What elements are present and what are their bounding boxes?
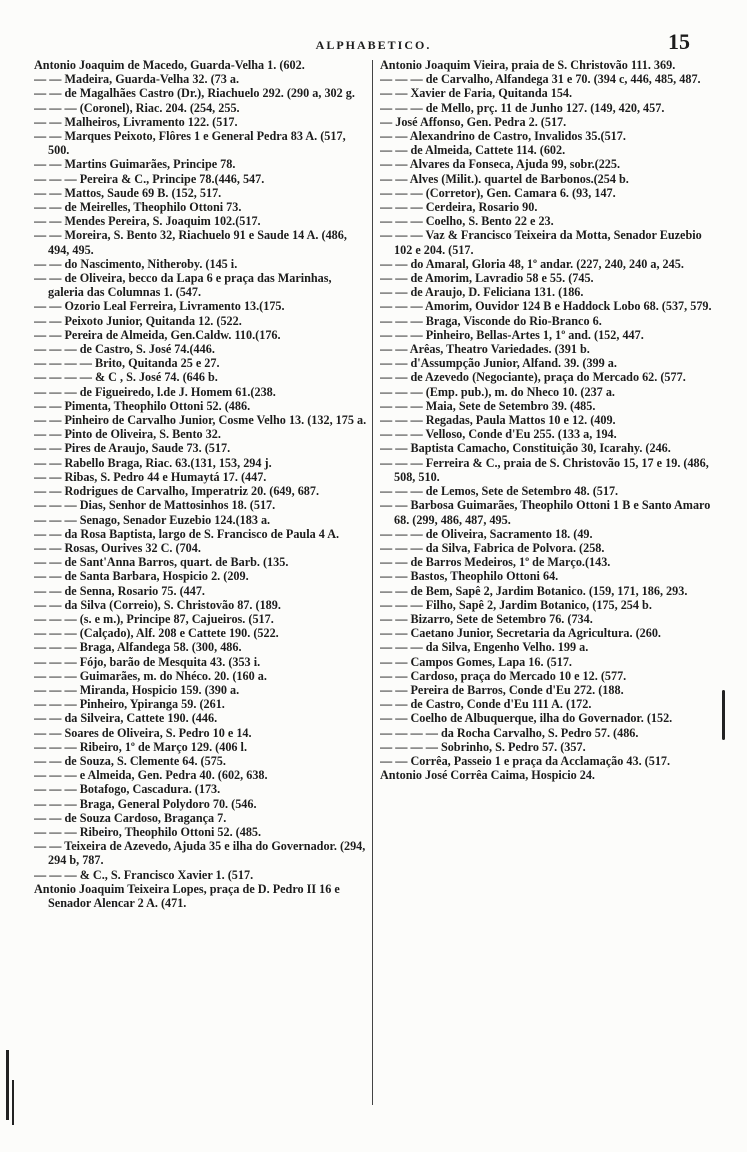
directory-entry: — — — de Carvalho, Alfandega 31 e 70. (394 c, 446, 485, 487. (380, 72, 701, 87)
directory-entry: — — — Senago, Senador Euzebio 124.(183 a. (34, 512, 271, 527)
directory-entry: — — — Botafogo, Cascadura. (173. (34, 782, 221, 797)
directory-entry: — — Alves (Milit.). quartel de Barbonos.(254 b. (380, 171, 629, 186)
directory-entry: — — de Amorim, Lavradio 58 e 55. (745. (380, 271, 594, 286)
directory-entry: — — do Nascimento, Nitheroby. (145 i. (34, 256, 238, 271)
directory-entry: — — Malheiros, Livramento 122. (517. (34, 114, 238, 129)
directory-entry: — — — — Sobrinho, S. Pedro 57. (357. (380, 739, 586, 754)
directory-entry: — — — Braga, General Polydoro 70. (546. (34, 796, 257, 811)
directory-entry: — — Arêas, Theatro Variedades. (391 b. (380, 342, 590, 357)
directory-entry: — — de Araujo, D. Feliciana 131. (186. (380, 285, 584, 300)
directory-entry: — — Mattos, Saude 69 B. (152, 517. (34, 185, 222, 200)
directory-entry: — — de Magalhães Castro (Dr.), Riachuelo 292. (290 a, 302 g. (34, 86, 355, 101)
directory-entry: — — Pimenta, Theophilo Ottoni 52. (486. (34, 398, 251, 413)
directory-entry: — — — e Almeida, Gen. Pedra 40. (602, 638. (34, 768, 268, 783)
binding-edge-mark (12, 1080, 14, 1125)
directory-entry: — — Ribas, S. Pedro 44 e Humaytá 17. (447. (34, 469, 267, 484)
directory-entry: — — Pires de Araujo, Saude 73. (517. (34, 441, 231, 456)
directory-entry: — — Pinto de Oliveira, S. Bento 32. (34, 427, 221, 442)
directory-entry: — — Peixoto Junior, Quitanda 12. (522. (34, 313, 242, 328)
directory-entry: — — d'Assumpção Junior, Alfand. 39. (399 a. (380, 356, 617, 371)
directory-entry: — — — Guimarães, m. do Nhéco. 20. (160 a. (34, 668, 267, 683)
directory-entry: — — — Fójo, barão de Mesquita 43. (353 i. (34, 654, 261, 669)
directory-entry: — — — Pinheiro, Ypiranga 59. (261. (34, 697, 225, 712)
directory-entry: — — Marques Peixoto, Flôres 1 e General Pedra 83 A. (517, 500. (34, 129, 346, 158)
directory-entry: — — de Barros Medeiros, 1º de Março.(143. (380, 555, 611, 570)
directory-entry: — — — Pinheiro, Bellas-Artes 1, 1º and. (152, 447. (380, 327, 644, 342)
directory-entry: — — Ozorio Leal Ferreira, Livramento 13.(175. (34, 299, 285, 314)
directory-entry: — — — Ribeiro, Theophilo Ottoni 52. (485. (34, 824, 262, 839)
directory-entry: — — Campos Gomes, Lapa 16. (517. (380, 654, 572, 669)
column-divider (372, 60, 373, 1105)
directory-entry: — — — de Lemos, Sete de Setembro 48. (517. (380, 484, 619, 499)
directory-entry: — — Rosas, Ourives 32 C. (704. (34, 540, 201, 555)
running-head: ALPHABETICO. (315, 38, 432, 52)
directory-entry: — — — Miranda, Hospicio 159. (390 a. (34, 682, 240, 697)
directory-entry: — — de Souza Cardoso, Bragança 7. (34, 810, 227, 825)
page-number: 15 (668, 29, 690, 54)
directory-entry: — — Barbosa Guimarães, Theophilo Ottoni 1 B e Santo Amaro 68. (299, 486, 487, 495. (380, 498, 711, 527)
directory-entry: — — Mendes Pereira, S. Joaquim 102.(517. (34, 214, 261, 229)
directory-entry: Antonio Joaquim de Macedo, Guarda-Velha 1. (602. (34, 58, 305, 72)
directory-entry: — — — Coelho, S. Bento 22 e 23. (380, 214, 554, 229)
directory-entry: — — do Amaral, Gloria 48, 1º andar. (227, 240, 240 a, 245. (380, 256, 684, 271)
directory-entry: — — Xavier de Faria, Quitanda 154. (380, 86, 573, 101)
directory-entry: — — Bastos, Theophilo Ottoni 64. (380, 569, 559, 584)
directory-entry: — — — — da Rocha Carvalho, S. Pedro 57. (486. (380, 725, 639, 740)
directory-entry: — — — da Silva, Fabrica de Polvora. (258. (380, 540, 605, 555)
directory-entry: — — de Meirelles, Theophilo Ottoni 73. (34, 200, 242, 215)
left-column (34, 58, 368, 910)
directory-entry: — — Pinheiro de Carvalho Junior, Cosme Velho 13. (132, 175 a. (34, 413, 367, 428)
directory-entry: — — Coelho de Albuquerque, ilha do Governador. (152. (380, 711, 673, 726)
directory-entry: — — — de Oliveira, Sacramento 18. (49. (380, 526, 593, 541)
directory-entry: — — — Amorim, Ouvidor 124 B e Haddock Lobo 68. (537, 579. (380, 299, 712, 314)
directory-entry: — — Rodrigues de Carvalho, Imperatriz 20. (649, 687. (34, 484, 320, 499)
directory-entry: — — — — & C , S. José 74. (646 b. (34, 370, 218, 385)
directory-entry: — — Baptista Camacho, Constituição 30, Icarahy. (246. (380, 441, 671, 456)
directory-entry: — — — Maia, Sete de Setembro 39. (485. (380, 398, 596, 413)
directory-entry: — — — (s. e m.), Principe 87, Cajueiros. (517. (34, 611, 274, 626)
directory-entry: — — — Vaz & Francisco Teixeira da Motta, Senador Euzebio 102 e 204. (517. (380, 228, 702, 257)
directory-entry: — — Cardoso, praça do Mercado 10 e 12. (577. (380, 668, 627, 683)
directory-entry: Antonio Joaquim Teixeira Lopes, praça de D. Pedro II 16 e Senador Alencar 2 A. (471. (34, 881, 340, 910)
directory-entry: — — de Senna, Rosario 75. (447. (34, 583, 205, 598)
directory-entry: — — — Regadas, Paula Mattos 10 e 12. (409. (380, 413, 616, 428)
right-column (380, 58, 714, 782)
directory-entry: — — — Braga, Visconde do Rio-Branco 6. (380, 313, 602, 328)
directory-entry: — — — da Silva, Engenho Velho. 199 a. (380, 640, 589, 655)
binding-edge-mark (6, 1050, 9, 1120)
directory-entry: — — — Ribeiro, 1º de Março 129. (406 l. (34, 739, 247, 754)
directory-entry: — — de Souza, S. Clemente 64. (575. (34, 753, 226, 768)
directory-entry: — — — Pereira & C., Principe 78.(446, 547. (34, 171, 265, 186)
directory-entry: — — — Cerdeira, Rosario 90. (380, 200, 538, 215)
directory-entry: — — — Dias, Senhor de Mattosinhos 18. (517. (34, 498, 276, 513)
directory-entry: — — Pereira de Barros, Conde d'Eu 272. (188. (380, 682, 624, 697)
directory-entry: — — — (Corretor), Gen. Camara 6. (93, 147. (380, 185, 616, 200)
directory-entry: — — Madeira, Guarda-Velha 32. (73 a. (34, 72, 240, 87)
directory-entry: — — da Silveira, Cattete 190. (446. (34, 711, 218, 726)
directory-entry: — — Alvares da Fonseca, Ajuda 99, sobr.(225. (380, 157, 621, 172)
directory-entry: — — de Oliveira, becco da Lapa 6 e praça das Marinhas, galeria das Columnas 1. (547. (34, 271, 332, 300)
directory-entry: — — Soares de Oliveira, S. Pedro 10 e 14. (34, 725, 252, 740)
directory-entry: — — de Sant'Anna Barros, quart. de Barb. (135. (34, 555, 289, 570)
directory-entry: — — — Filho, Sapê 2, Jardim Botanico, (175, 254 b. (380, 597, 652, 612)
directory-entry: — — — de Castro, S. José 74.(446. (34, 342, 215, 357)
directory-entry: — — da Rosa Baptista, largo de S. Francisco de Paula 4 A. (34, 526, 340, 541)
directory-entry: — — — de Mello, prç. 11 de Junho 127. (149, 420, 457. (380, 100, 665, 115)
directory-entry: — — — — Brito, Quitanda 25 e 27. (34, 356, 220, 371)
directory-entry: — — — Velloso, Conde d'Eu 255. (133 a, 194. (380, 427, 617, 442)
directory-entry: — — — (Calçado), Alf. 208 e Cattete 190. (522. (34, 626, 279, 641)
directory-entry: — — de Azevedo (Negociante), praça do Mercado 62. (577. (380, 370, 686, 385)
directory-entry: — — Caetano Junior, Secretaria da Agricultura. (260. (380, 626, 661, 641)
directory-entry: — — de Bem, Sapê 2, Jardim Botanico. (159, 171, 186, 293. (380, 583, 688, 598)
directory-entry: — — Alexandrino de Castro, Invalidos 35.(517. (380, 129, 626, 144)
margin-bracket-mark (722, 690, 725, 740)
directory-entry: — — — Braga, Alfandega 58. (300, 486. (34, 640, 242, 655)
directory-entry: — — da Silva (Correio), S. Christovão 87. (189. (34, 597, 281, 612)
directory-entry: — — de Santa Barbara, Hospicio 2. (209. (34, 569, 249, 584)
directory-entry: — — de Almeida, Cattete 114. (602. (380, 143, 566, 158)
directory-entry: — — Bizarro, Sete de Setembro 76. (734. (380, 611, 593, 626)
directory-entry: — — Rabello Braga, Riac. 63.(131, 153, 294 j. (34, 455, 272, 470)
directory-entry: — José Affonso, Gen. Pedra 2. (517. (380, 114, 567, 129)
directory-entry: Antonio Joaquim Vieira, praia de S. Christovão 111. 369. (380, 58, 676, 72)
directory-entry: — — — (Coronel), Riac. 204. (254, 255. (34, 100, 240, 115)
directory-entry: — — Corrêa, Passeio 1 e praça da Acclamação 43. (517. (380, 753, 671, 768)
directory-entry: — — — (Emp. pub.), m. do Nheco 10. (237 a. (380, 384, 615, 399)
directory-entry: — — — de Figueiredo, l.de J. Homem 61.(238. (34, 384, 276, 399)
directory-entry: — — — Ferreira & C., praia de S. Christovão 15, 17 e 19. (486, 508, 510. (380, 455, 709, 484)
directory-entry: Antonio José Corrêa Caima, Hospicio 24. (380, 768, 595, 783)
directory-entry: — — de Castro, Conde d'Eu 111 A. (172. (380, 697, 592, 712)
directory-entry: — — Moreira, S. Bento 32, Riachuelo 91 e Saude 14 A. (486, 494, 495. (34, 228, 347, 257)
directory-entry: — — Martins Guimarães, Principe 78. (34, 157, 236, 172)
directory-entry: — — Teixeira de Azevedo, Ajuda 35 e ilha do Governador. (294, 294 b, 787. (34, 839, 366, 868)
directory-entry: — — — & C., S. Francisco Xavier 1. (517. (34, 867, 254, 882)
directory-entry: — — Pereira de Almeida, Gen.Caldw. 110.(176. (34, 327, 281, 342)
